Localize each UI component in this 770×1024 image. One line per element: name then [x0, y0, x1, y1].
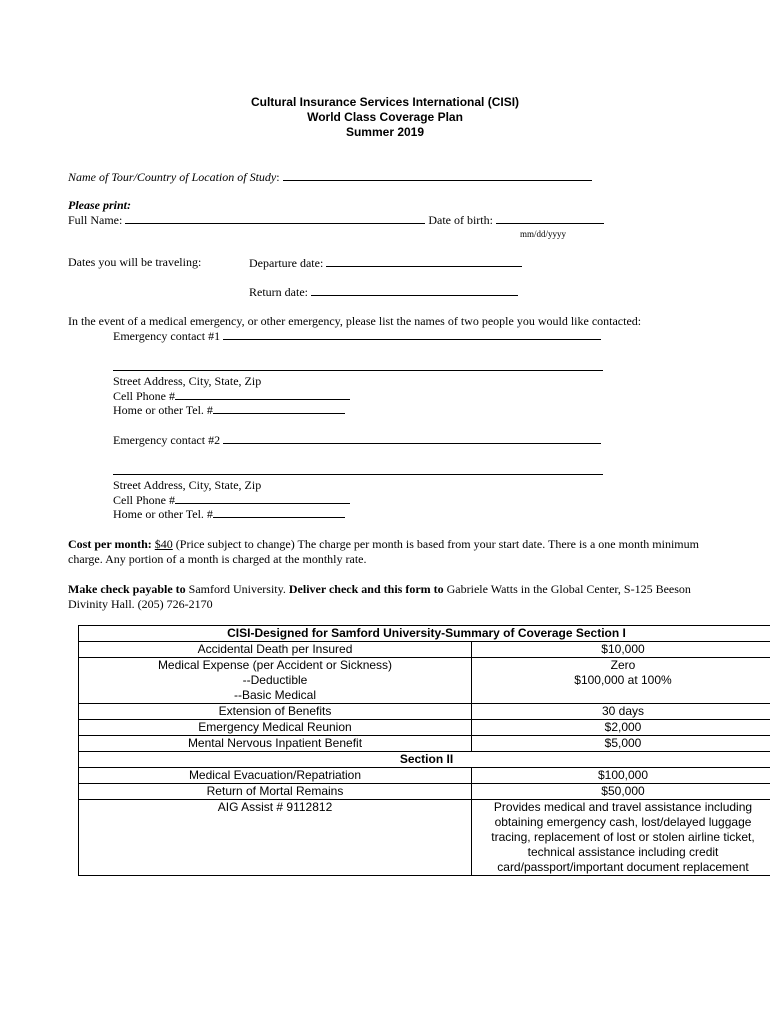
contact1-address-label: Street Address, City, State, Zip	[113, 374, 262, 388]
table-cell: --Basic Medical	[79, 688, 472, 704]
contact1-label: Emergency contact #1	[113, 329, 221, 343]
contact1-home-input[interactable]	[213, 402, 345, 414]
full-name-label: Full Name:	[68, 213, 123, 227]
contact1-name-input[interactable]	[223, 328, 601, 340]
return-label: Return date:	[249, 285, 308, 299]
table-cell: Provides medical and travel assistance including obtaining emergency cash, lost/delayed luggage tracing, replacement of lost or stolen airline ticket, technical assistance including credit card/passport/important document replacement	[472, 800, 770, 876]
full-name-row	[68, 212, 604, 228]
departure-label: Departure date:	[249, 256, 324, 270]
plan-name: World Class Coverage Plan	[307, 110, 463, 124]
departure-date-input[interactable]	[326, 255, 522, 267]
table-row	[79, 736, 770, 752]
return-date-input[interactable]	[311, 284, 518, 296]
table-row	[79, 752, 770, 768]
table-cell: Mental Nervous Inpatient Benefit	[79, 736, 472, 752]
coverage-table	[78, 625, 770, 876]
contact2-address-label: Street Address, City, State, Zip	[113, 478, 262, 492]
table-cell: Accidental Death per Insured	[79, 642, 472, 658]
contact2-address-input[interactable]	[113, 474, 603, 475]
table-cell: Return of Mortal Remains	[79, 784, 472, 800]
table-row	[79, 704, 770, 720]
return-row	[249, 284, 518, 300]
contact2-cell-input[interactable]	[175, 492, 350, 504]
table-row	[79, 642, 770, 658]
payment-paragraph	[68, 582, 700, 612]
deliver-label: Deliver check and this form to	[288, 582, 444, 596]
table-cell: $100,000	[472, 768, 770, 784]
table-row	[79, 784, 770, 800]
contact2-label: Emergency contact #2	[113, 433, 221, 447]
table-cell: Medical Evacuation/Repatriation	[79, 768, 472, 784]
contact1-row	[113, 328, 601, 344]
table-cell: Emergency Medical Reunion	[79, 720, 472, 736]
dates-label: Dates you will be traveling:	[68, 255, 202, 269]
contact2-home-input[interactable]	[213, 506, 345, 518]
contact1-cell-row: Cell Phone #	[113, 388, 350, 404]
plan-term: Summer 2019	[345, 125, 425, 139]
table-cell: Medical Expense (per Accident or Sickness)	[79, 658, 472, 674]
table-row	[79, 720, 770, 736]
dob-format-hint: mm/dd/yyyy	[520, 229, 567, 239]
full-name-input[interactable]	[125, 212, 425, 224]
table-cell: AIG Assist # 9112812	[79, 800, 472, 876]
doc-title: Cultural Insurance Services International (CISI)	[250, 95, 520, 109]
tour-input[interactable]	[283, 169, 592, 181]
contact1-address-input[interactable]	[113, 370, 603, 371]
please-print-label: Please print:	[68, 198, 131, 212]
dob-input[interactable]	[496, 212, 604, 224]
section2-header: Section II	[79, 752, 770, 768]
contact1-cell-input[interactable]	[175, 388, 350, 400]
cost-label: Cost per month:	[68, 537, 152, 551]
table-cell: Extension of Benefits	[79, 704, 472, 720]
section1-header: CISI-Designed for Samford University-Summary of Coverage Section I	[79, 626, 770, 642]
payee: Samford University.	[185, 582, 289, 596]
table-cell: $100,000 at 100%	[472, 673, 770, 688]
table-cell	[472, 688, 770, 704]
table-cell: $2,000	[472, 720, 770, 736]
table-row	[79, 626, 770, 642]
cost-paragraph	[68, 537, 700, 567]
contact1-home-row: Home or other Tel. #	[113, 402, 345, 418]
table-cell: $5,000	[472, 736, 770, 752]
cost-amount: $40	[154, 537, 173, 551]
dob-label: Date of birth:	[428, 213, 493, 227]
deliver-text: Gabriele Watts in the Global Center, S-125 Beeson Divinity Hall. (205) 726-2170	[68, 582, 691, 611]
contact2-row	[113, 432, 601, 448]
departure-row	[249, 255, 522, 271]
contact2-name-input[interactable]	[223, 432, 601, 444]
table-cell: $50,000	[472, 784, 770, 800]
cost-text: (Price subject to change) The charge per month is based from your start date. There is a one month minimum charge. Any portion of a month is charged at the monthly rate.	[68, 537, 699, 566]
table-cell: 30 days	[472, 704, 770, 720]
check-payable-label: Make check payable to	[68, 582, 186, 596]
contact2-cell-row: Cell Phone #	[113, 492, 350, 508]
table-cell: $10,000	[472, 642, 770, 658]
tour-field: Name of Tour/Country of Location of Study:	[68, 169, 592, 185]
table-cell: Zero	[472, 658, 770, 674]
emergency-intro: In the event of a medical emergency, or other emergency, please list the names of two people you would like contacted:	[68, 314, 642, 328]
table-row	[79, 768, 770, 784]
table-row	[79, 658, 770, 674]
table-row	[79, 688, 770, 704]
table-cell: --Deductible	[79, 673, 472, 688]
contact2-home-row: Home or other Tel. #	[113, 506, 345, 522]
tour-label: Name of Tour/Country of Location of Study	[68, 170, 277, 184]
table-row	[79, 800, 770, 876]
table-row	[79, 673, 770, 688]
